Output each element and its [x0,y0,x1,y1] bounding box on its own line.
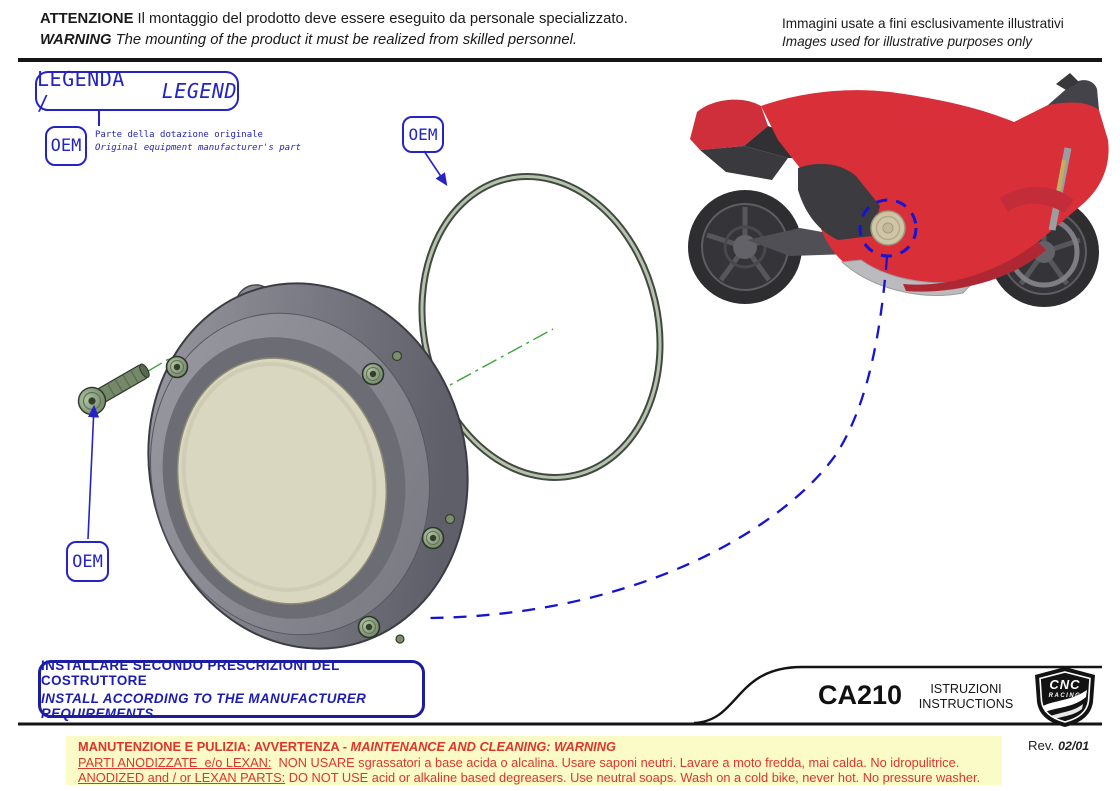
install-note-en: INSTALL ACCORDING TO THE MANUFACTURER REQUIREMENTS [41,690,367,721]
revision [1028,738,1089,753]
legend-title-box [35,67,239,115]
illustrative-note-it: Immagini usate a fini esclusivamente illustrativi [782,16,1064,31]
oem-callout-screw: OEM [66,541,109,582]
maintenance-warning-band [66,736,1002,785]
legend-connector-line [98,109,100,126]
oem-callout-ring: OEM [402,116,444,153]
legend-oem-desc-en: Original equipment manufacturer's part [95,142,301,153]
cnc-racing-logo [1035,667,1095,727]
document-type-en: INSTRUCTIONS [918,697,1014,711]
oem-ring-arrow [424,151,446,184]
top-warning-en: WARNING The mounting of the product it must be realized from skilled personnel. [40,32,578,48]
motorcycle-image [688,73,1109,307]
header-divider [18,58,1102,62]
illustrative-note-en: Images used for illustrative purposes only [782,34,1033,49]
legend-oem-desc-it: Parte della dotazione originale [95,130,263,140]
top-warning-note [40,9,628,51]
maintenance-line-it: PARTI ANODIZZATE e/o LEXAN: NON USARE sgrassatori a base acida o alcalina. Usare saponi neutri. Lavare a moto fredda, mai calda. No idropulitrice. [78,754,960,770]
legend-oem-description [95,129,301,154]
install-note-it: INSTALLARE SECONDO PRESCRIZIONI DEL COSTRUTTORE [41,657,340,688]
document-type-it: ISTRUZIONI [930,682,1002,696]
logo-text-cnc: CNC [1049,677,1081,692]
document-type [912,682,1020,712]
legend-title-en: LEGEND [161,79,237,103]
legend-oem-symbol: OEM [45,126,87,166]
install-note-box [38,657,425,721]
legend-title-it: LEGENDA / [37,67,125,115]
revision-value: 02/01 [1058,739,1090,753]
illustrative-note [782,15,1064,51]
top-warning-it: ATTENZIONE Il montaggio del prodotto deve essere eseguito da personale specializzato. [40,11,628,27]
logo-text-racing: RACING [1048,693,1082,699]
oem-screw-arrow [88,407,94,539]
maintenance-line-en: ANODIZED and / or LEXAN PARTS: DO NOT USE acid or alkaline based degreasers. Use neutral soaps. Wash on a cold bike, never hot. No pressure washer. [78,770,981,786]
clutch-cover-drawing [110,249,506,683]
revision-label: Rev. [1028,738,1055,753]
bike-clutch-cover [871,211,905,245]
product-code: CA210 [817,680,903,710]
oem-screw-drawing [74,357,155,419]
maintenance-title: MANUTENZIONE E PULIZIA: AVVERTENZA - MAINTENANCE AND CLEANING: WARNING [78,739,616,754]
